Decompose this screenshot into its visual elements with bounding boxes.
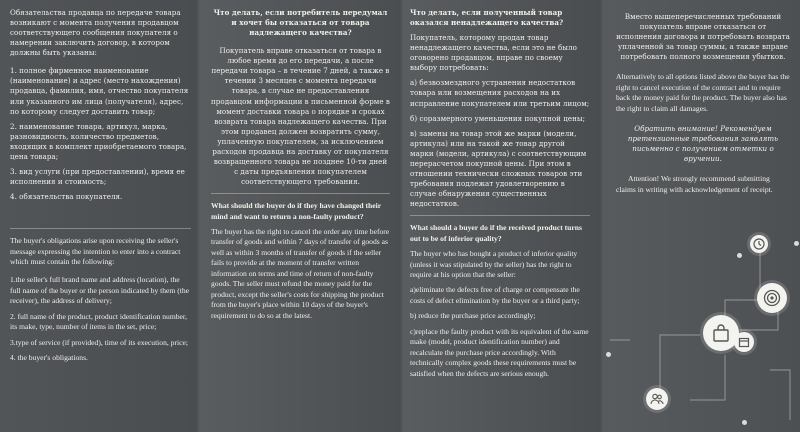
ru-list-item: 2. наименование товара, артикул, марка, разновидность, количество предметов, входящих в комплект приобретаемого товара, цена товара; (10, 121, 187, 161)
ru-list-item: в) замены на товар этой же марки (модели, артикула) или на такой же товар другой марки (модели, артикула) с соответствующим перерасчетом покупной цены. При этом в отношении технически сложных товаров эти требования подлежат удовлетворению в случае обнаружения существенных недостатков. (410, 128, 587, 209)
en-list-item: 3.type of service (if provided), time of its execution, price; (10, 337, 188, 347)
column-seller-obligations (0, 0, 201, 432)
ru-list-item: 4. обязательства покупателя. (10, 192, 123, 201)
ru-intro: Обязательства продавца по передаче товара возникают с момента получения продавцом соответствующего сообщения покупателя о намерении заключить договор, в котором должны быть указаны: (10, 8, 181, 58)
ru-heading: Что делать, если полученный товар оказался ненадлежащего качества? (410, 8, 564, 28)
en-body: Alternatively to all options listed above the buyer has the right to cancel execution of the contract and to require back the money paid for the product. The buyer also has the right to claim all damages. (616, 72, 790, 113)
en-list-item: 1.the seller's full brand name and address (location), the full name of the buyer or the person indicated by them (the receiver), the address of delivery; (10, 275, 190, 306)
en-list-item: 4. the buyer's obligations. (10, 353, 88, 363)
column-inferior-quality (400, 0, 600, 432)
shopping-bag-icon (703, 315, 739, 351)
dot (794, 241, 799, 246)
en-list-item: c)replace the faulty product with its equivalent of the same make (model, product identification number) and recalculate the purchase price accordingly. With technically complex goods these requirements must be satisfied when the defects are serious enough. (410, 326, 589, 378)
column-alternatives (600, 0, 800, 432)
en-body: The buyer has the right to cancel the order any time before transfer of goods and within 7 days of transfer of goods as well as within 3 months of transfer of goods if the seller fails to provide at the moment of transfer written information on terms and time of return of non-faulty goods. The seller must refund the money paid for the product, except the seller's costs for shipping the product from the buyer's place within 10 days of the buyer's requirement to do so at the latest. (211, 227, 390, 320)
en-list-item: 2. full name of the product, product identification number, its make, type, number of items in the set, price; (10, 311, 188, 332)
ru-intro: Покупатель, которому продан товар ненадлежащего качества, если это не было оговорено продавцом, вправе по своему выбору потребовать: (410, 33, 577, 73)
column-return-non-faulty (201, 0, 400, 432)
dot (742, 420, 747, 425)
clock-icon (750, 235, 768, 253)
dot (606, 352, 611, 357)
ru-heading: Что делать, если потребитель передумал и хочет бы отказаться от товара надлежащего качества? (213, 8, 388, 38)
divider (211, 193, 390, 194)
ru-body: Покупатель вправе отказаться от товара в любое время до его передачи, а после передачи товара – в течение 7 дней, а также в течении 3 месяцев с момента передачи товара, в случае не предоставления продавцом информации в письменной форме в момент доставки товара о порядке и сроках возврата товара надлежащего качества. При этом продавец должен возвратить сумму, уплаченную покупателем, за исключением расходов продавца на доставку от покупателя возвращенного товара не позднее 10-ти дней с даты предъявления покупателем соответствующего требования. (211, 46, 390, 186)
ru-body: Вместо вышеперечисленных требований покупатель вправе отказаться от исполнения договора и потребовать возврата уплаченной за товар суммы, а также вправе потребовать полного возмещения убытков. (616, 12, 790, 62)
en-heading: What should a buyer do if the received product turns out to be of inferior quality? (410, 223, 582, 243)
ru-list-item: а) безвозмездного устранения недостатков товара или возмещения расходов на их исправление покупателем или третьим лицом; (410, 78, 590, 108)
divider (10, 228, 191, 229)
en-intro: The buyer's obligations arise upon receiving the seller's message expressing the intention to enter into a contract which must contain the following: (10, 236, 181, 266)
target-icon (757, 283, 787, 313)
en-intro: The buyer who has bought a product of inferior quality (unless it was stipulated by the seller) has the right to require at his option that the seller: (410, 249, 578, 279)
ru-list-item: 1. полное фирменное наименование (наименование) и адрес (место нахождения) продавца, фамилия, имя, отчество покупателя или указанного им лица (получателя), адрес, по которому следует доставить товар; (10, 66, 189, 116)
en-list-item: b) reduce the purchase price accordingly; (410, 311, 536, 321)
en-list-item: a)eliminate the defects free of charge or compensate the costs of defect elimination by the buyer or a third party; (410, 285, 580, 305)
users-icon (646, 388, 668, 410)
dot (737, 253, 742, 258)
en-heading: What should the buyer do if they have changed their mind and want to return a non-faulty product? (211, 201, 381, 221)
ru-list-item: б) соразмерного уменьшения покупной цены; (410, 113, 586, 123)
ru-list-item: 3. вид услуги (при предоставлении), время ее исполнения и стоимость; (10, 166, 185, 186)
divider (410, 215, 590, 216)
box-icon (734, 332, 754, 352)
en-notice: Attention! We strongly recommend submitting claims in writing with acknowledgement of receipt. (616, 174, 773, 194)
ru-notice: Обратить внимание! Рекомендуем претензионные требования заявлять письменно с получением отметки о вручении. (627, 124, 779, 164)
